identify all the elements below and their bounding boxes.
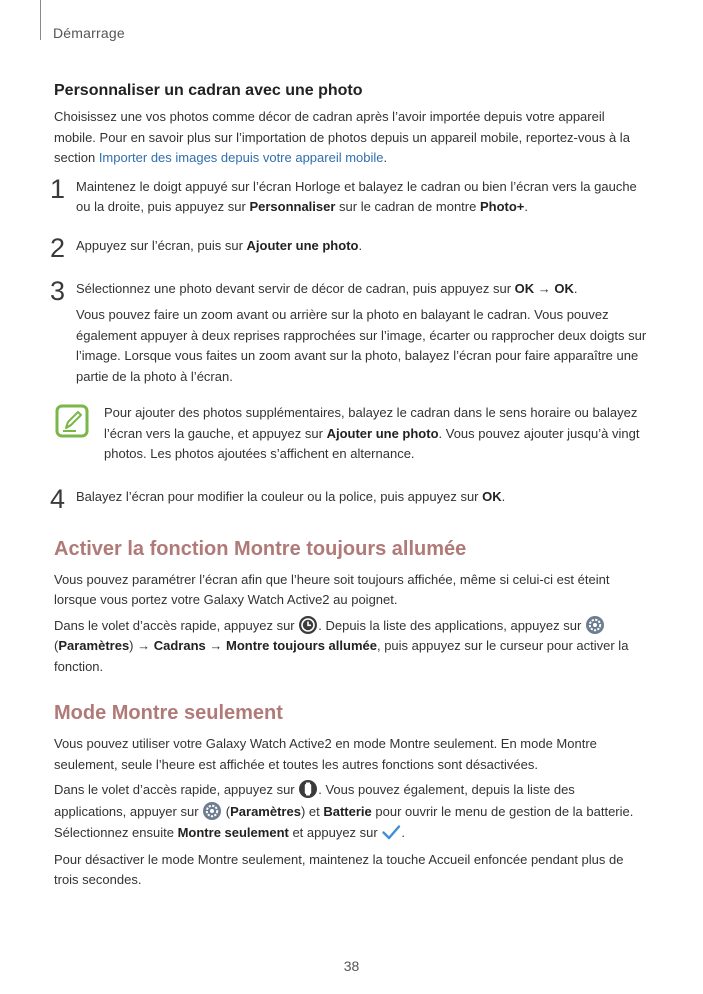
heading-photo-watchface: Personnaliser un cadran avec une photo — [54, 82, 363, 99]
heading-watch-only: Mode Montre seulement — [54, 702, 283, 724]
import-images-link[interactable]: Importer des images depuis votre appareil mobile — [98, 150, 384, 165]
step-3: 3 Sélectionnez une photo devant servir de décor de cadran, puis appuyez sur OK → OK. Vous pouvez faire un zoom avant ou arrière sur la photo en balayant le cadran. Vous pouvez également appuyer à deux reprises rapprochées sur l’image, écarter ou rapprocher deux doigts sur l’image. Lorsque vous faites un zoom avant sur la photo, balayez l’écran pour faire apparaître une partie de la photo à l’écran. — [54, 279, 650, 388]
page-content — [50, 82, 650, 891]
intro-paragraph: Choisissez une vos photos comme décor de cadran après l’avoir importée depuis votre appareil mobile. Pour en savoir plus sur l’importation de photos depuis un appareil mobile, reportez-vous à la section Importer des images depuis votre appareil mobile. — [54, 109, 630, 165]
watch-only-description: Vous pouvez utiliser votre Galaxy Watch Active2 en mode Montre seulement. En mode Montre seulement, seule l’heure est affichée et toutes les autres fonctions sont désactivées. — [54, 736, 597, 772]
settings-gear-icon — [202, 801, 222, 821]
always-on-instructions: Dans le volet d’accès rapide, appuyez sur . Depuis la liste des applications, appuyez sur (Paramètres) → Cadrans → Montre toujours allumée, puis appuyez sur le curseur pour activer la fonction. — [54, 615, 650, 678]
step-number: 2 — [50, 232, 66, 263]
watch-only-icon — [298, 779, 318, 799]
note-pencil-icon — [54, 403, 90, 439]
clock-icon — [298, 615, 318, 635]
step-3-detail: Vous pouvez faire un zoom avant ou arrière sur la photo en balayant le cadran. Vous pouvez également appuyer à deux reprises rapprochées sur l’image, écarter ou rapprocher deux doigts sur l’image. Lorsque vous faites un zoom avant sur la photo, balayez l’écran pour faire apparaître une partie de la photo à l’écran. — [76, 307, 647, 384]
margin-rule — [40, 0, 41, 40]
watch-only-disable-note: Pour désactiver le mode Montre seulement, maintenez la touche Accueil enfoncée pendant plus de trois secondes. — [54, 851, 624, 887]
settings-gear-icon — [585, 615, 605, 635]
step-number: 3 — [50, 275, 66, 306]
step-number: 4 — [50, 483, 66, 514]
page-number: 38 — [343, 958, 360, 974]
step-number: 1 — [50, 173, 66, 204]
checkmark-icon — [381, 822, 401, 842]
section-header: Démarrage — [53, 25, 125, 41]
tip-note: Pour ajouter des photos supplémentaires, balayez le cadran dans le sens horaire ou balayez l’écran vers la gauche, et appuyez sur Ajouter une photo. Vous pouvez ajouter jusqu’à vingt photos. Les photos ajoutées s’affichent en alternance. — [54, 403, 650, 465]
step-2: 2 Appuyez sur l’écran, puis sur Ajouter une photo. — [50, 232, 363, 263]
step-1: 1 Maintenez le doigt appuyé sur l’écran Horloge et balayez le cadran ou bien l’écran vers la gauche ou la droite, puis appuyez sur Personnaliser sur le cadran de montre Photo+. — [50, 173, 637, 214]
watch-only-instructions: Dans le volet d’accès rapide, appuyez sur . Vous pouvez également, depuis la liste des applications, appuyer sur (Paramètres) et Batterie pour ouvrir le menu de gestion de la batterie. Sélectionnez ensuite Montre seulement et appuyez sur . — [54, 779, 650, 844]
step-4: 4 Balayez l’écran pour modifier la couleur ou la police, puis appuyez sur OK. — [50, 483, 506, 514]
heading-always-on: Activer la fonction Montre toujours allumée — [54, 537, 467, 560]
always-on-description: Vous pouvez paramétrer l’écran afin que l’heure soit toujours affichée, même si celui-ci est éteint lorsque vous portez votre Galaxy Watch Active2 au poignet. — [54, 571, 610, 607]
